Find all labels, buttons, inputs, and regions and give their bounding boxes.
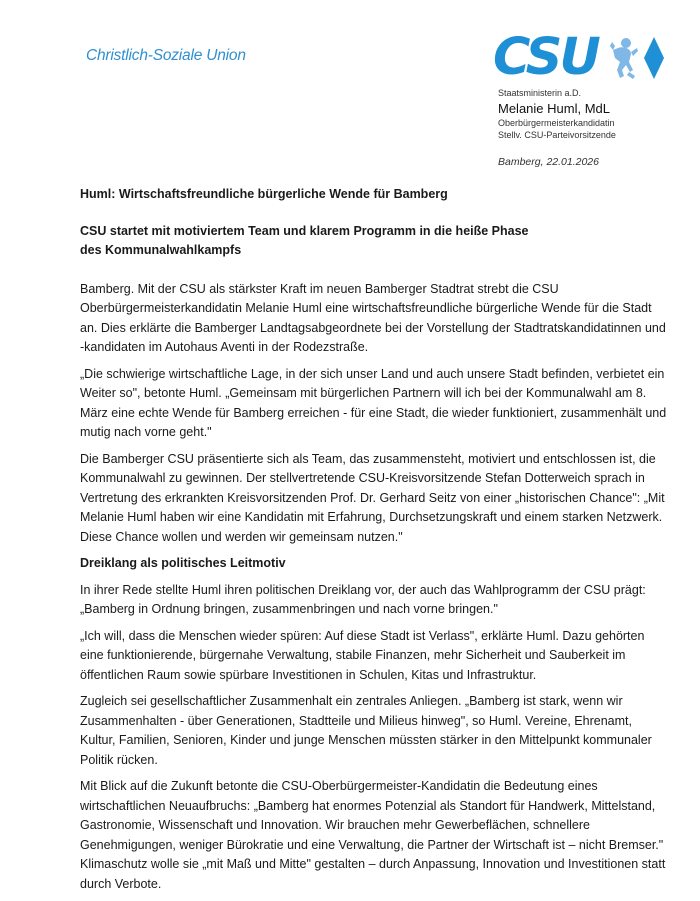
sender-block xyxy=(498,87,616,142)
sender-role: Oberbürgermeisterkandidatin xyxy=(498,117,615,128)
logo-wordmark: CSU xyxy=(493,28,598,87)
section-heading: Dreiklang als politisches Leitmotiv xyxy=(80,556,286,570)
paragraph: Mit Blick auf die Zukunft betonte die CSU-Oberbürgermeister-Kandidatin die Bedeutung eines wirtschaftlichen Neuaufbruchs: „Bamberg hat enormes Potenzial als Standort für Handwerk, Mittelstand, Gastronomie, Wissenschaft und Innovation. Wir brauchen mehr Gewerbeflächen, schnellere Genehmigungen, weniger Bürokratie und eine Verwaltung, die Partner der Wirtschaft ist – nicht Bremser." Klimaschutz wolle sie „mit Maß und Mitte" gestalten – durch Anpassung, Innovation und Investitionen statt durch Verbote. xyxy=(80,779,666,891)
paragraph: Die Bamberger CSU präsentierte sich als Team, das zusammensteht, motiviert und entschlossen ist, die Kommunalwahl zu gewinnen. Der stellvertretende CSU-Kreisvorsitzende Stefan Dotterweich sprach in Vertretung des erkrankten Kreisvorsitzenden Prof. Dr. Gerhard Seitz von einer „historischen Chance": „Mit Melanie Huml haben wir eine Kandidatin mit Erfahrung, Durchsetzungskraft und einem starken Netzwerk. Diese Chance wollen und werden wir gemeinsam nutzen." xyxy=(80,451,665,544)
paragraph: Zugleich sei gesellschaftlicher Zusammenhalt ein zentrales Anliegen. „Bamberg ist stark, wenn wir Zusammenhalten - über Generationen, Stadtteile und Milieus hinweg", so Huml. Vereine, Ehrenamt, Kultur, Familien, Senioren, Kinder und junge Menschen müssten stärker in den Mittelpunkt kommunaler Politik rücken. xyxy=(80,694,652,767)
headline: Huml: Wirtschaftsfreundliche bürgerliche Wende für Bamberg xyxy=(80,187,448,201)
diamond-icon xyxy=(643,36,665,80)
sender-name: Melanie Huml, MdL xyxy=(498,100,610,116)
paragraph: In ihrer Rede stellte Huml ihren politischen Dreiklang vor, der auch das Wahlprogramm der CSU prägt: „Bamberg in Ordnung bringen, zusammenbringen und nach vorne bringen." xyxy=(80,582,646,616)
paragraph: „Ich will, dass die Menschen wieder spüren: Auf diese Stadt ist Verlass", erklärte Huml. Dazu gehörten eine funktionierende, bürgernahe Verwaltung, stabile Finanzen, mehr Sicherheit und Sauberkeit im öffentlichen Raum sowie spürbare Investitionen in Schulen, Kitas und Infrastruktur. xyxy=(80,628,645,682)
paragraph: „Die schwierige wirtschaftliche Lage, in der sich unser Land und auch unsere Stadt befinden, verbietet ein Weiter so", betonte Huml. „Gemeinsam mit bürgerlichen Partnern will ich bei der Kommunalwahl am 8. März eine echte Wende für Bamberg erreichen - für eine Stadt, die wieder funktioniert, zusammenhält und mutig nach vorne geht." xyxy=(80,366,667,439)
lion-icon xyxy=(609,36,639,80)
subheadline: CSU startet mit motiviertem Team und klarem Programm in die heiße Phase des Kommunalwahlkampfs xyxy=(80,223,529,257)
csu-logo xyxy=(493,28,665,87)
sender-party-role: Stellv. CSU-Parteivorsitzende xyxy=(498,130,616,140)
document-date: Bamberg, 22.01.2026 xyxy=(498,156,599,168)
sender-title: Staatsministerin a.D. xyxy=(498,88,582,98)
press-release-body xyxy=(80,185,680,901)
paragraph: Bamberg. Mit der CSU als stärkster Kraft im neuen Bamberger Stadtrat strebt die CSU Oberbürgermeisterkandidatin Melanie Huml eine wirtschaftsfreundliche bürgerliche Wende für die Stadt an. Dies erklärte die Bamberger Landtagsabgeordnete bei der Vorstellung der Stadtratskandidatinnen und -kandidaten im Autohaus Aventi in der Rodezstraße. xyxy=(80,281,666,354)
party-name: Christlich-Soziale Union xyxy=(86,47,246,64)
